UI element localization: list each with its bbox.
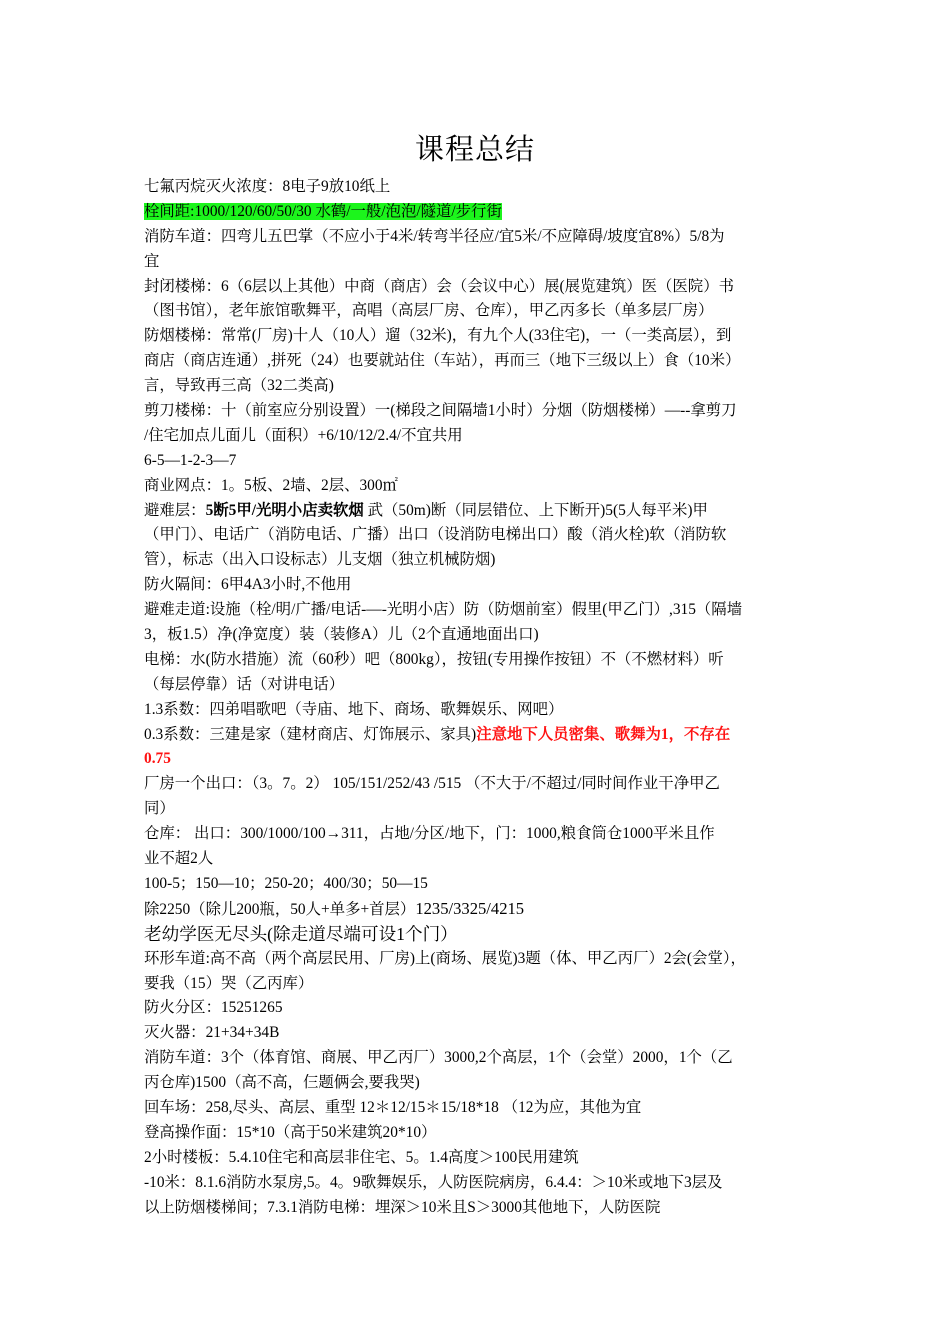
exit-nums: 1235/3325/4215: [415, 898, 525, 918]
text-line: 防火分区：15251265: [144, 999, 283, 1017]
text-line: 100-5；150—10；250-20；400/30；50—15: [144, 874, 428, 892]
text-line: 防火隔间：6甲4A3小时,不他用: [144, 576, 352, 594]
text-line: 封闭楼梯：6（6层以上其他）中商（商店）会（会议中心）展(展览建筑）医（医院）书: [144, 277, 734, 295]
text-line: 商店（商店连通）,拼死（24）也要就站住（车站），再而三（地下三级以上）食（10米）: [144, 352, 741, 370]
text-line: 丙仓库)1500（高不高，仨题俩会,要我哭): [144, 1074, 420, 1092]
warning-text: 注意地下人员密集、歌舞为1，不存在: [476, 725, 731, 743]
text-line: 七氟丙烷灭火浓度：8电子9放10纸上: [144, 178, 391, 195]
text-line: 登高操作面：15*10（高于50米建筑20*10）: [144, 1123, 437, 1141]
text-line: 防烟楼梯：常常(厂房)十人（10人）遛（32米)，有九个人(33住宅)，一（一类高层），到: [144, 327, 732, 345]
text-line: 厂房一个出口：（3。7。2） 105/151/252/43 /515 （不大于/不超过/同时间作业干净甲乙: [144, 775, 720, 793]
text-line: 灭火器：21+34+34B: [144, 1024, 280, 1042]
text-line: （图书馆），老年旅馆歌舞平，高唱（高层厂房、仓库），甲乙丙多长（单多层厂房）: [144, 302, 714, 320]
text-line-large: 老幼学医无尽头(除走道尽端可设1个门）: [144, 923, 458, 944]
refuge-label: 避难层：: [144, 501, 206, 519]
highlighted-line: [144, 200, 812, 225]
refuge-line: [144, 499, 812, 524]
document-body: [144, 175, 812, 1220]
highlight-text: 栓间距:1000/120/60/50/30 水鹤/一般/泡泡/隧道/步行街: [144, 202, 502, 220]
warning-text: 0.75: [144, 750, 171, 768]
text-line: 管），标志（出入口设标志）儿支烟（独立机械防烟): [144, 551, 496, 569]
text-line: 同）: [144, 800, 175, 818]
coef-line-2: [144, 747, 812, 772]
text-line: （甲门）、电话广（消防电话、广播）出口（设消防电梯出口）酸（消火栓)软（消防软: [144, 526, 727, 544]
text-line: （每层停靠）话（对讲电话）: [144, 675, 345, 693]
exit-line: [144, 897, 812, 922]
text-line: 2小时楼板：5.4.10住宅和高层非住宅、5。1.4高度＞100民用建筑: [144, 1148, 579, 1166]
text-line: 商业网点：1。5板、2墙、2层、300㎡: [144, 476, 398, 494]
text-line: 宜: [144, 252, 160, 270]
text-line: 避难走道:设施（栓/明/广播/电话-—-光明小店）防（防烟前室）假里(甲乙门）,315（隔墙: [144, 601, 743, 619]
text-line: /住宅加点儿面儿（面积）+6/10/12/2.4/不宜共用: [144, 426, 463, 444]
text-line: 业不超2人: [144, 850, 214, 868]
refuge-rest: 武（50m)断（同层错位、上下断开)5(5人每平米)甲: [363, 501, 708, 519]
text-line: 剪刀楼梯：十（前室应分别设置）一(梯段之间隔墙1小时）分烟（防烟楼梯）—--拿剪刀: [144, 402, 737, 420]
text-line: 电梯：水(防水措施）流（60秒）吧（800kg），按钮(专用操作按钮）不（不燃材料）听: [144, 650, 724, 668]
text-line: 6-5—1-2-3—7: [144, 451, 237, 469]
page-title: 课程总结: [414, 134, 535, 166]
text-line: 要我（15）哭（乙丙库）: [144, 974, 314, 992]
text-line: 言，导致再三高（32二类高): [144, 377, 334, 395]
text-line: 3，板1.5）净(净宽度）装（装修A）儿（2个直通地面出口): [144, 626, 539, 644]
text-line: 1.3系数：四弟唱歌吧（寺庙、地下、商场、歌舞娱乐、网吧）: [144, 700, 564, 718]
coef-text: 0.3系数：三建是家（建材商店、灯饰展示、家具): [144, 725, 477, 743]
text-line: 以上防烟楼梯间；7.3.1消防电梯：埋深＞10米且S＞3000其他地下，人防医院: [144, 1198, 661, 1216]
text-line: 环形车道:高不高（两个高层民用、厂房)上(商场、展览)3题（体、甲乙丙厂）2会(会堂），: [144, 949, 746, 967]
text-line: 消防车道：四弯儿五巴掌（不应小于4米/转弯半径应/宜5米/不应障碍/坡度宜8%）5/8为: [144, 227, 725, 245]
text-line: -10米：8.1.6消防水泵房,5。4。9歌舞娱乐，人防医院病房，6.4.4：＞10米或地下3层及: [144, 1173, 723, 1191]
text-line: 回车场：258,尽头、高层、重型 12＊12/15＊15/18*18 （12为应，其他为宜: [144, 1098, 642, 1116]
text-line: 仓库： 出口：300/1000/100→311，占地/分区/地下，门：1000,粮食筒仓1000平米且作: [144, 825, 715, 843]
exit-text: 除2250（除儿200瓶，50人+单多+首层）: [144, 900, 416, 918]
text-line: 消防车道：3个（体育馆、商展、甲乙丙厂）3000,2个高层，1个（会堂）2000，1个（乙: [144, 1049, 733, 1067]
refuge-bold: 5断5甲/光明小店卖软烟: [205, 501, 364, 519]
coef-line: [144, 723, 812, 748]
